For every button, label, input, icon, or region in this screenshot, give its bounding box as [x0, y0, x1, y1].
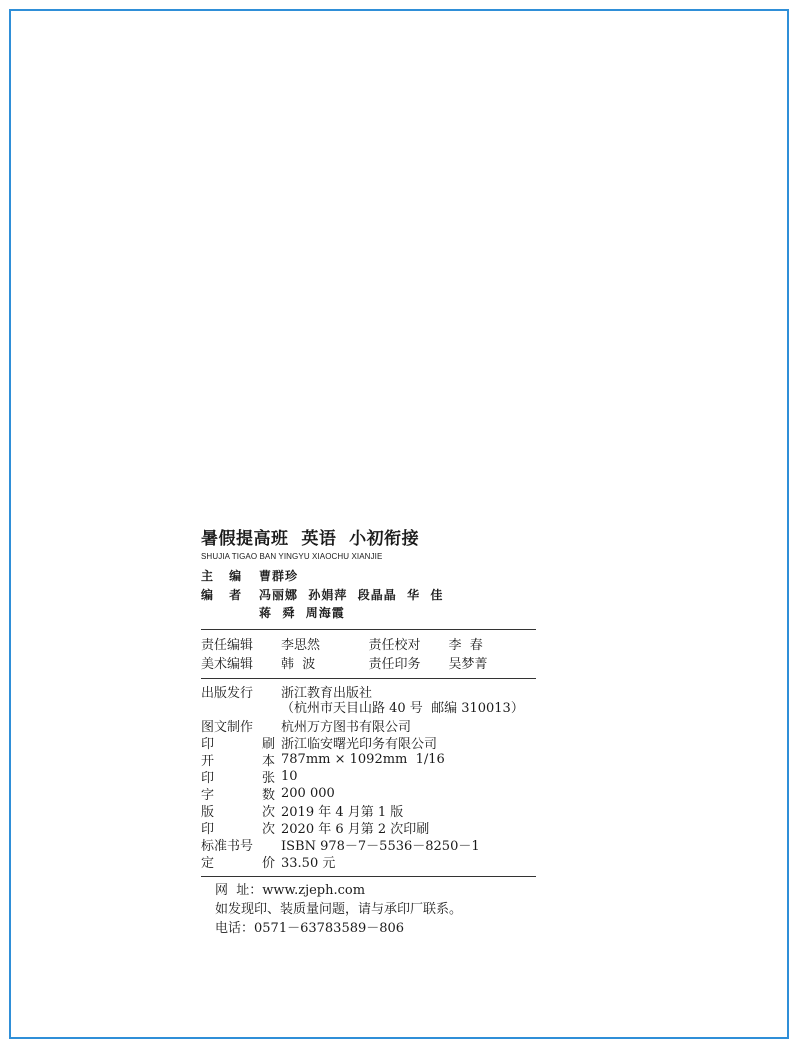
sheets-label: 印 张 [201, 771, 275, 786]
chief-editor-row [201, 566, 536, 585]
words-value: 200 000 [281, 786, 335, 801]
publisher-address: （杭州市天目山路 40 号 邮编 310013） [281, 701, 524, 716]
responsible-editor-name: 李思然 [281, 638, 321, 653]
contact-info [201, 881, 536, 938]
sheets-row [201, 768, 536, 785]
proofreader-label: 责任校对 [368, 638, 421, 653]
typesetting-row [201, 717, 536, 734]
printing-row [201, 734, 536, 751]
format-value: 787mm × 1092mm 1/16 [281, 752, 445, 767]
print-supervisor-label: 责任印务 [368, 657, 421, 672]
staff-credits [201, 634, 536, 672]
responsible-editor-label: 责任编辑 [201, 638, 254, 653]
quality-notice: 如发现印、装质量问题，请与承印厂联系。 [215, 902, 463, 917]
format-row [201, 751, 536, 768]
price-value: 33.50 元 [281, 856, 336, 871]
art-editor-label: 美术编辑 [201, 657, 254, 672]
credits [201, 566, 536, 623]
publisher-label: 出版发行 [201, 686, 254, 701]
edition-value: 2019 年 4 月第 1 版 [281, 805, 404, 820]
impression-label: 印 次 [201, 822, 275, 837]
printing-value: 浙江临安曙光印务有限公司 [281, 737, 438, 752]
website: 网 址：www.zjeph.com [215, 883, 366, 898]
price-label: 定 价 [201, 856, 275, 871]
impression-value: 2020 年 6 月第 2 次印刷 [281, 822, 430, 837]
isbn-label: 标准书号 [201, 839, 254, 854]
phone: 电话：0571－63783589－806 [215, 921, 405, 936]
publisher-row [201, 683, 536, 700]
authors-names-line2: 蒋 舜 周海霞 [259, 606, 345, 620]
copyright-page [201, 528, 536, 938]
impression-row [201, 819, 536, 836]
art-editor-name: 韩 波 [281, 657, 316, 672]
typesetting-label: 图文制作 [201, 720, 254, 735]
isbn-value: ISBN 978－7－5536－8250－1 [281, 839, 480, 854]
proofreader-name: 李 春 [448, 638, 483, 653]
sheets-value: 10 [281, 769, 298, 784]
authors-names-line1: 冯丽娜 孙娟萍 段晶晶 华 佳 [259, 588, 444, 602]
price-row [201, 853, 536, 870]
words-label: 字 数 [201, 788, 275, 803]
authors-row [201, 585, 536, 604]
staff-row-1 [201, 634, 536, 653]
authors-label: 编 者 [201, 588, 248, 602]
divider-3 [201, 876, 536, 877]
divider-1 [201, 629, 536, 630]
edition-row [201, 802, 536, 819]
staff-row-2 [201, 653, 536, 672]
publication-info [201, 683, 536, 870]
divider-2 [201, 678, 536, 679]
format-label: 开 本 [201, 754, 275, 769]
book-title-pinyin: SHUJIA TIGAO BAN YINGYU XIAOCHU XIANJIE [201, 552, 383, 561]
edition-label: 版 次 [201, 805, 275, 820]
words-row [201, 785, 536, 802]
chief-editor-label: 主 编 [201, 569, 248, 583]
book-title: 暑假提高班 英语 小初衔接 [201, 529, 420, 549]
publisher-value: 浙江教育出版社 [281, 686, 373, 701]
print-supervisor-name: 吴梦菁 [448, 657, 488, 672]
isbn-row [201, 836, 536, 853]
printing-label: 印 刷 [201, 737, 275, 752]
chief-editor-name: 曹群珍 [259, 569, 299, 583]
typesetting-value: 杭州万方图书有限公司 [281, 720, 412, 735]
